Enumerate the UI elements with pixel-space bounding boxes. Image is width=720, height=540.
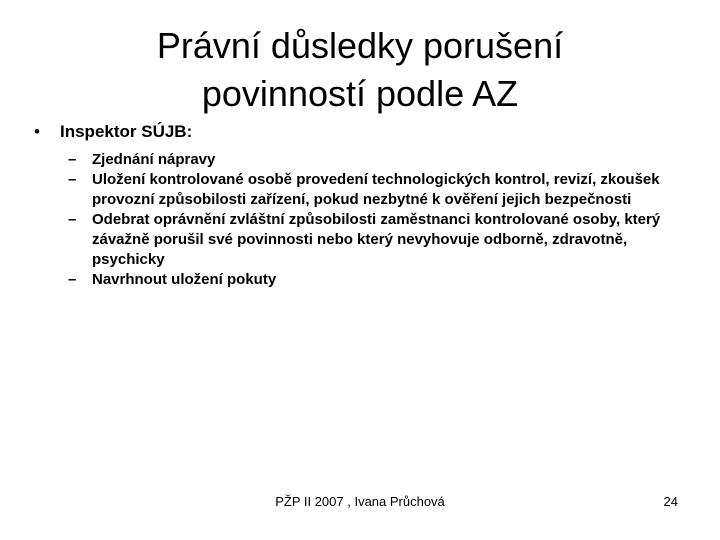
list-item — [68, 150, 688, 170]
slide-title-line-1: Právní důsledky porušení — [156, 25, 564, 66]
list-item-text: Uložení kontrolované osobě provedení technologických kontrol, revizí, zkoušek provozní způsobilosti zařízení, pokud nezbytné k ověření jejich bezpečnosti — [92, 171, 660, 208]
footer-author: PŽP II 2007 , Ivana Průchová — [275, 494, 445, 509]
dash-bullet-icon: – — [68, 151, 77, 168]
page-number: 24 — [663, 494, 678, 509]
bullet-dot-icon: • — [34, 122, 40, 141]
list-item — [68, 210, 688, 270]
list-item — [68, 270, 688, 290]
dash-bullet-icon: – — [68, 171, 77, 188]
slide-title — [60, 22, 660, 118]
sub-bullet-list — [68, 150, 688, 290]
list-item-text: Odebrat oprávnění zvláštní způsobilosti zaměstnanci kontrolované osoby, který závažně porušil své povinnosti nebo který nevyhovuje odborně, zdravotně, psychicky — [92, 211, 661, 268]
list-item-text: Navrhnout uložení pokuty — [92, 271, 277, 288]
list-item-text: Zjednání nápravy — [92, 151, 216, 168]
list-item — [68, 170, 688, 210]
dash-bullet-icon: – — [68, 271, 77, 288]
dash-bullet-icon: – — [68, 211, 77, 228]
slide-title-line-2: povinností podle AZ — [201, 73, 519, 114]
main-bullet-label: Inspektor SÚJB: — [60, 122, 193, 141]
